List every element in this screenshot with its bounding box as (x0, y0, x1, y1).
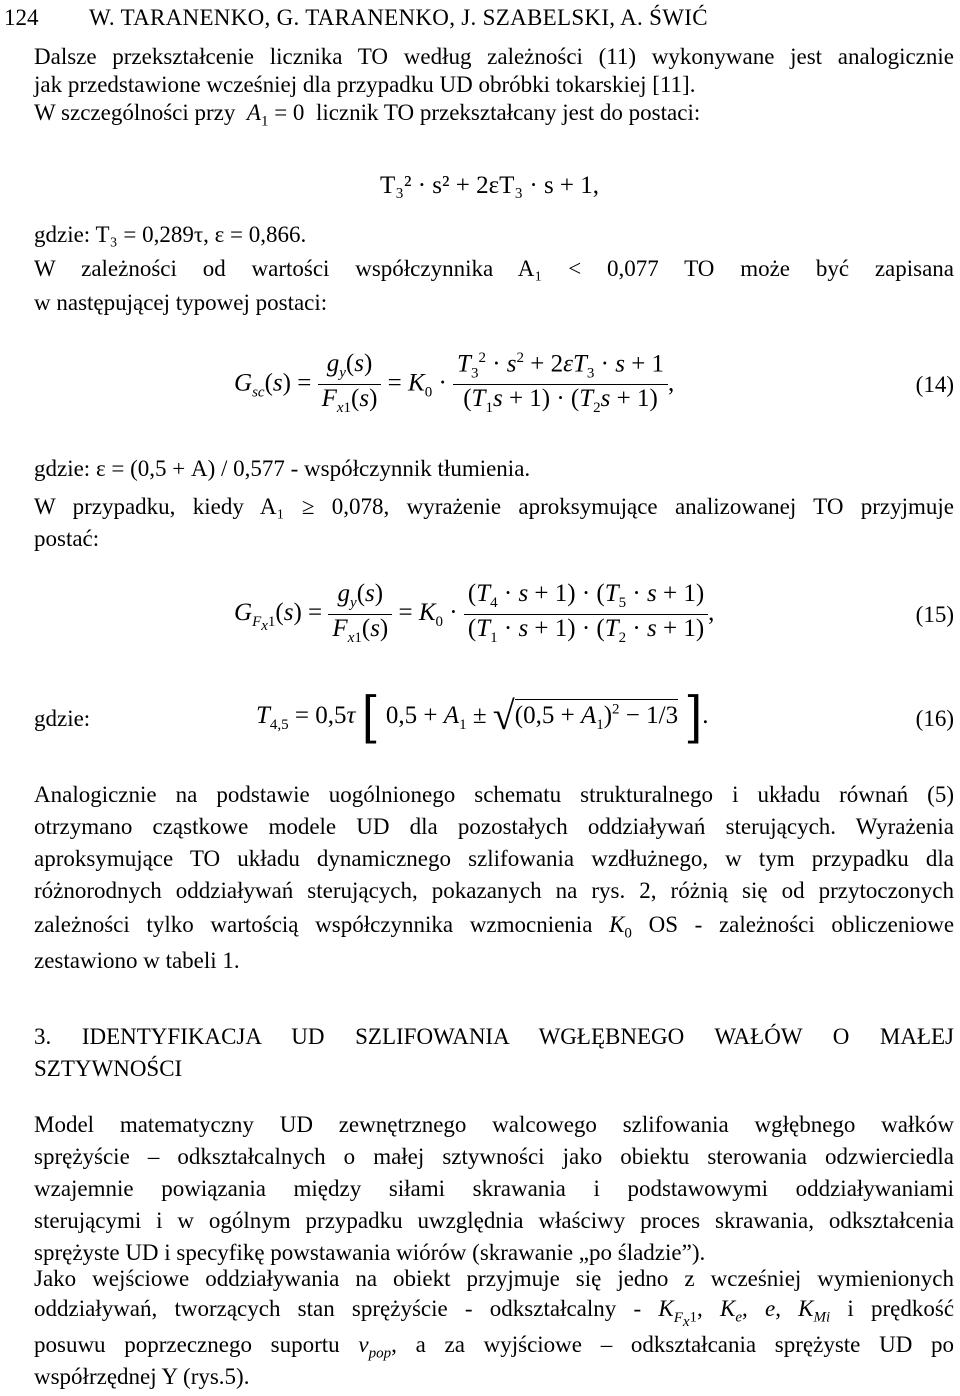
para5-line4: sterującymi i w ogólnym przypadku uwzględnia właściwy proces skrawania, odkształcenia (34, 1208, 954, 1233)
equation-16-number: (16) (915, 706, 954, 731)
para5-line2: sprężyście – odkształcalnych o małej sztywności jako obiektu sterowania odzwierciedla (34, 1144, 954, 1169)
para5-line3: wzajemnie powiązania między siłami skrawania i podstawowymi oddziaływaniami (34, 1176, 954, 1201)
para5-line8-a: posuwu poprzecznego suportu (34, 1332, 340, 1357)
para5-line8: posuwu poprzecznego suportu $v_{pop}$, a za wyjściowe – odkształcania sprężyste UD po (34, 1332, 955, 1362)
para4-line6: zestawiono w tabeli 1. (34, 948, 240, 973)
eq15-fraction-2: $\frac{(T_4 \cdot s + 1) \cdot (T_5 \cdot s + 1)}{(T_1 \cdot s + 1) \cdot (T_2 \cdot s + 1)}$ (464, 580, 708, 649)
para5-line1: Model matematyczny UD zewnętrznego walcowego szlifowania wgłębnego wałków (34, 1112, 954, 1137)
para4-line1: Analogicznie na podstawie uogólnionego schematu strukturalnego i układu równań (5) (34, 782, 954, 807)
equation-polynomial: T₃² · s² + 2εT₃ · s + 1, (380, 172, 600, 199)
para5-line8-c: , a za wyjściowe – odkształcania sprężyste UD po (391, 1332, 955, 1357)
para2-line1-a: W zależności od wartości współczynnika (34, 256, 494, 281)
gdzie-line3: gdzie: (34, 706, 91, 731)
para4-line4: różnorodnych oddziaływań sterujących, pokazanych na rys. 2, różnią się od przytoczonych (34, 878, 954, 903)
para5-line7: oddziaływań, tworzących stan sprężyście - odkształcalny - $K_{F_x1}$, $K_e$, e, $K_{Mi}$ i prędkość (34, 1296, 955, 1330)
para2-line1-b: A₁ < 0,077 (517, 256, 659, 281)
para1-line3: W szczególności przy $A_1 = 0$ licznik TO przekształcany jest do postaci: (34, 100, 701, 130)
para4-line5-b: OS - zależności obliczeniowe (648, 912, 955, 937)
para5-line5: sprężyste UD i specyfikę powstawania wiórów (skrawanie „po śladzie”). (34, 1240, 706, 1265)
para1-line3-text-b: licznik TO przekształcany jest do postaci: (315, 100, 701, 125)
equation-14: $G_{sc}(s)$ = $\frac{g_y(s)}{F_{x1}(s)}$ = $K_0$ · $\frac{T_3^2 \cdot s^2 + 2\varepsilon T_3 \cdot s + 1}{(T_1s + 1) \cdot (T_2s + 1)}$ , (234, 350, 674, 419)
para1-line2: jak przedstawione wcześniej dla przypadku UD obróbki tokarskiej [11]. (34, 72, 696, 97)
equation-14-number: (14) (915, 372, 954, 397)
para5-line7-c: i prędkość (847, 1296, 955, 1321)
gdzie-line2: gdzie: ε = (0,5 + A) / 0,577 - współczynnik tłumienia. (34, 456, 531, 481)
equation-15: $G_{F_x1}(s)$ = $\frac{g_y(s)}{F_{x1}(s)}$ = $K_0$ · $\frac{(T_4 \cdot s + 1) \cdot (T_5 \cdot s + 1)}{(T_1 \cdot s + 1) \cdot (T_2 \cdot s + 1)}$ , (234, 580, 714, 649)
para5-line9: współrzędnej Y (rys.5). (34, 1364, 250, 1389)
eq14-fraction-2: $\frac{T_3^2 \cdot s^2 + 2\varepsilon T_3 \cdot s + 1}{(T_1s + 1) \cdot (T_2s + 1)}$ (453, 350, 668, 419)
para4-line5-a: zależności tylko wartością współczynnika wzmocnienia (34, 912, 593, 937)
para5-line6: Jako wejściowe oddziaływania na obiekt przyjmuje się jedno z wcześniej wymienionych (34, 1266, 954, 1291)
para5-line7-a: oddziaływań, tworzących stan sprężyście - odkształcalny - (34, 1296, 642, 1321)
section-3-heading-line1: 3. IDENTYFIKACJA UD SZLIFOWANIA WGŁĘBNEGO WAŁÓW O MAŁEJ (34, 1024, 954, 1049)
para4-line3: aproksymujące TO układu dynamicznego szlifowania wzdłużnego, w tym przypadku dla (34, 846, 954, 871)
section-3-heading-line2: SZTYWNOŚCI (34, 1056, 183, 1081)
para4-line5: zależności tylko wartością współczynnika wzmocnienia $K_0$ OS - zależności obliczeniowe (34, 912, 955, 942)
equation-16: $T_{4,5} = 0,5\tau$ [ $0,5 + A_1 \pm √(0,5 + A_1)^2 - 1/3$ ]. (256, 684, 709, 750)
para3-line1-c: , wyrażenie aproksymujące analizowanej TO przyjmuje (383, 494, 954, 519)
page-number: 124 (4, 5, 39, 30)
para3-line2: postać: (34, 526, 100, 551)
equation-15-number: (15) (915, 602, 954, 627)
para1-line3-text-a: W szczególności przy (34, 100, 236, 125)
header-authors: W. TARANENKO, G. TARANENKO, J. SZABELSKI, A. ŚWIĆ (89, 5, 708, 30)
para2-line2: w następującej typowej postaci: (34, 290, 328, 315)
eq14-fraction-1: $\frac{g_y(s)}{F_{x1}(s)}$ (318, 350, 382, 419)
para4-line2: otrzymano cząstkowe modele UD dla pozostałych oddziaływań sterujących. Wyrażenia (34, 814, 954, 839)
para3-line1 (34, 494, 954, 520)
para2-line1 (34, 256, 954, 282)
para1-line1: Dalsze przekształcenie licznika TO według zależności (11) wykonywane jest analogicznie (34, 44, 954, 69)
eq15-fraction-1: $\frac{g_y(s)}{F_{x1}(s)}$ (328, 580, 392, 649)
para3-line1-a: W przypadku, kiedy (34, 494, 244, 519)
para3-line1-b: A₁ ≥ 0,078 (259, 494, 384, 519)
gdzie-line1: gdzie: T₃ = 0,289τ, ε = 0,866. (34, 222, 307, 247)
para2-line1-c: TO może być zapisana (684, 256, 955, 281)
